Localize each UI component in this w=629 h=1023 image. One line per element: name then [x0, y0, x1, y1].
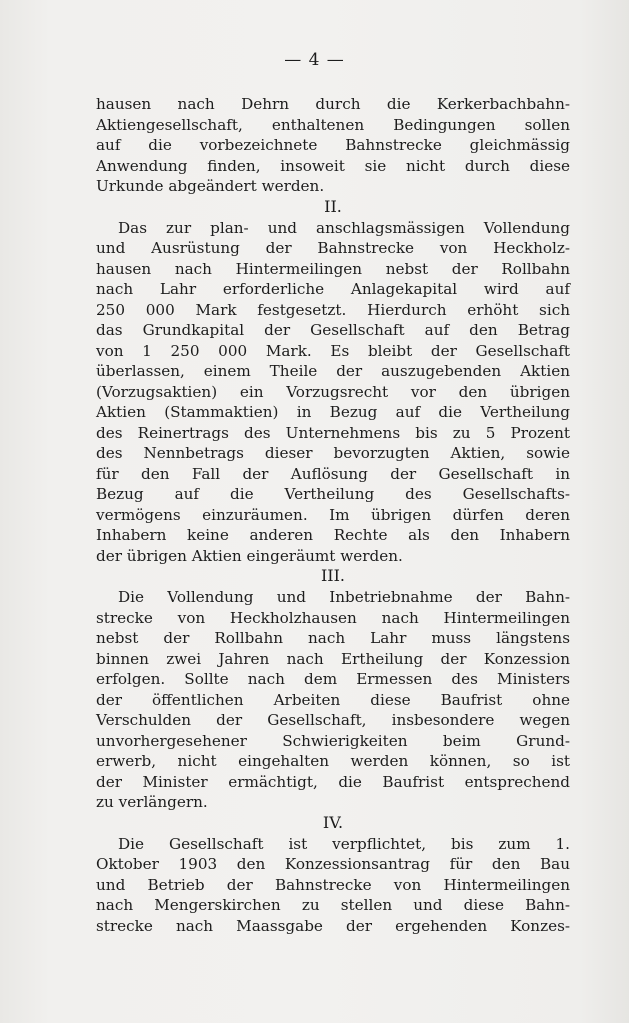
text-line: (Vorzugsaktien) ein Vorzugsrecht vor den übrigen [96, 382, 570, 401]
text-line: Aktien (Stammaktien) in Bezug auf die Vertheilung [96, 403, 570, 421]
text-line: vermögens einzuräumen. Im übrigen dürfen deren [96, 505, 570, 524]
text-line: hausen nach Hintermeilingen nebst der Rollbahn [96, 259, 570, 278]
text-line: und Ausrüstung der Bahnstrecke von Heckholz- [96, 239, 570, 257]
text-line: für den Fall der Auflösung der Gesellschaft in [96, 464, 570, 483]
text-line: das Grundkapital der Gesellschaft auf den Betrag [96, 321, 570, 339]
section-iv [96, 813, 570, 937]
paragraph-continuation [96, 94, 570, 197]
text-line: Bezug auf die Vertheilung des Gesellschafts- [96, 485, 570, 503]
text-line: Anwendung finden, insoweit sie nicht durch diese [96, 156, 570, 175]
section-iii [96, 566, 570, 813]
text-line: der öffentlichen Arbeiten diese Baufrist ohne [96, 690, 570, 709]
text-line: Urkunde abgeändert werden. [96, 177, 325, 195]
text-line: Die Vollendung und Inbetriebnahme der Bahn- [118, 588, 570, 606]
text-line: unvorhergesehener Schwierigkeiten beim Grund- [96, 731, 570, 750]
text-line: nebst der Rollbahn nach Lahr muss längstens [96, 629, 570, 647]
section-heading: III. [320, 566, 346, 585]
text-line: des Nennbetrags dieser bevorzugten Aktien, sowie [96, 444, 570, 462]
text-line: erwerb, nicht eingehalten werden können, so ist [96, 752, 570, 770]
page-number: — 4 — [284, 50, 345, 70]
text-line: der übrigen Aktien eingeräumt werden. [96, 546, 403, 565]
text-line: Verschulden der Gesellschaft, insbesondere wegen [96, 711, 570, 729]
text-line: von 1 250 000 Mark. Es bleibt der Gesellschaft [96, 341, 570, 360]
text-line: hausen nach Dehrn durch die Kerkerbachbahn- [96, 95, 570, 113]
section-ii [96, 197, 570, 567]
text-line: erfolgen. Sollte nach dem Ermessen des Ministers [96, 670, 570, 688]
section-heading: IV. [322, 812, 344, 832]
text-line: und Betrieb der Bahnstrecke von Hintermeilingen [96, 875, 570, 894]
text-line: Aktiengesellschaft, enthaltenen Bedingungen sollen [96, 115, 570, 134]
text-line: 250 000 Mark festgesetzt. Hierdurch erhöht sich [96, 300, 570, 319]
text-line: zu verlängern. [96, 793, 208, 811]
text-line: Das zur plan- und anschlagsmässigen Vollendung [118, 218, 570, 237]
text-line: Oktober 1903 den Konzessionsantrag für den Bau [96, 855, 570, 873]
text-line: überlassen, einem Theile der auszugebenden Aktien [96, 362, 570, 380]
text-line: auf die vorbezeichnete Bahnstrecke gleichmässig [96, 136, 570, 154]
section-heading: II. [324, 196, 342, 216]
text-line: nach Lahr erforderliche Anlagekapital wird auf [96, 280, 570, 298]
text-line: Die Gesellschaft ist verpflichtet, bis zum 1. [118, 834, 570, 853]
text-line: der Minister ermächtigt, die Baufrist entsprechend [96, 772, 570, 791]
text-line: binnen zwei Jahren nach Ertheilung der Konzession [96, 649, 570, 668]
text-line: Inhabern keine anderen Rechte als den Inhabern [96, 526, 570, 544]
document-body [96, 94, 570, 936]
text-line: nach Mengerskirchen zu stellen und diese Bahn- [96, 896, 570, 914]
text-line: des Reinertrags des Unternehmens bis zu 5 Prozent [96, 423, 570, 442]
text-line: strecke von Heckholzhausen nach Hintermeilingen [96, 608, 570, 627]
text-line: strecke nach Maassgabe der ergehenden Konzes- [96, 916, 570, 935]
